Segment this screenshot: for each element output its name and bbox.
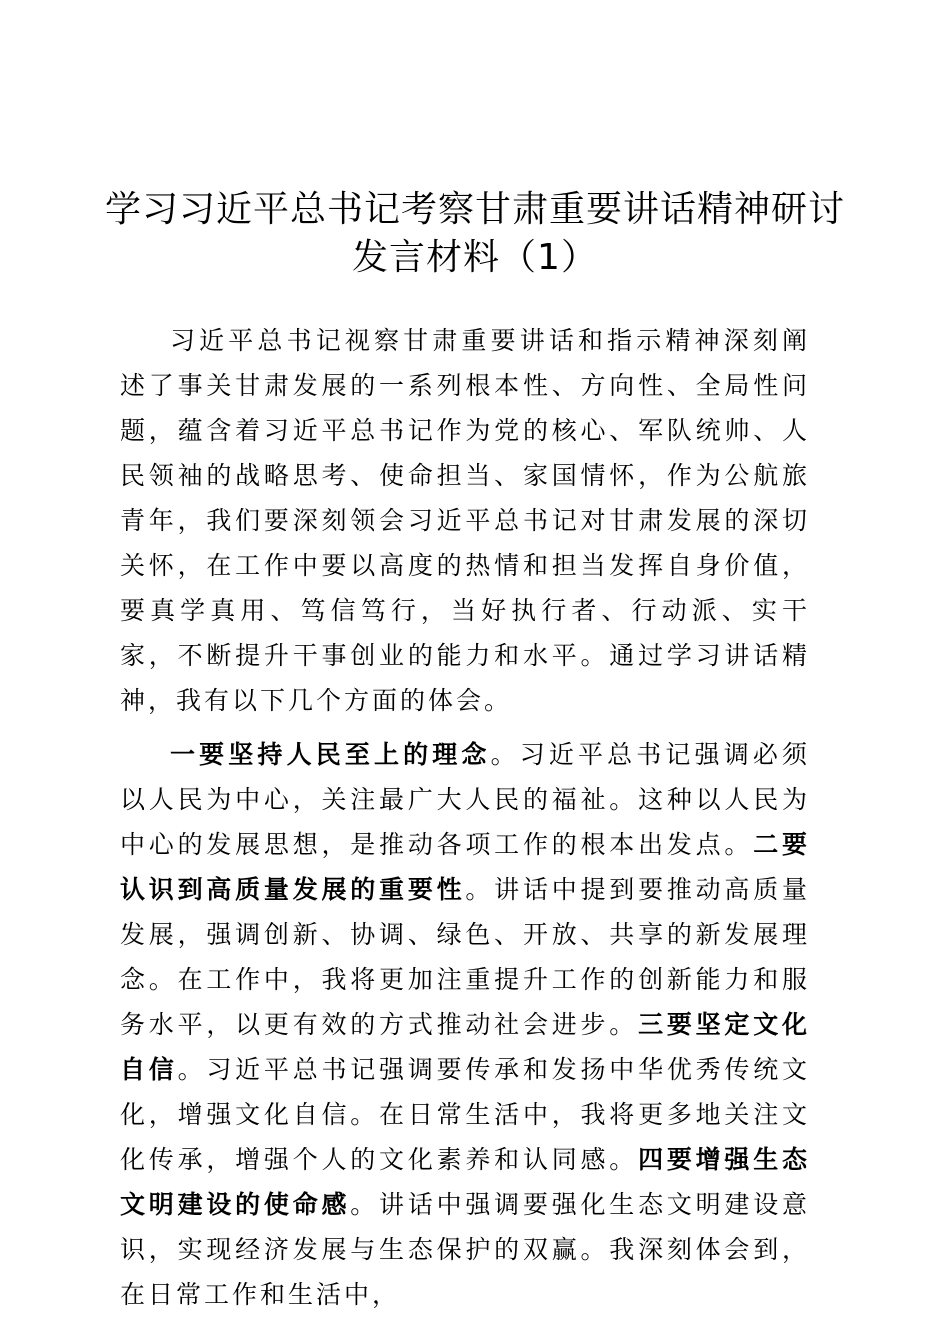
point-1-heading: 一要坚持人民至上的理念: [170, 740, 491, 769]
point-3-heading: 三要坚定文化自信: [120, 1010, 810, 1084]
document-body: [120, 318, 810, 1317]
point-2-text: 。讲话中提到要推动高质量发展，强调创新、协调、绿色、开放、共享的新发展理念。在工作中，我将更加注重提升工作的创新能力和服务水平，以更有效的方式推动社会进步。: [120, 875, 810, 1039]
points-paragraph: [120, 732, 810, 1317]
title-line-1: 学习习近平总书记考察甘肃重要讲话精神研讨: [104, 189, 845, 230]
point-3-text: 。习近平总书记强调要传承和发扬中华优秀传统文化，增强文化自信。在日常生活中，我将更多地关注文化传承，增强个人的文化素养和认同感。: [120, 1055, 810, 1174]
point-4-heading: 四要增强生态文明建设的使命感: [120, 1145, 810, 1219]
point-1-text: 。习近平总书记强调必须以人民为中心，关注最广大人民的福祉。这种以人民为中心的发展思想，是推动各项工作的根本出发点。: [120, 740, 810, 859]
title-line-2: 发言材料（1）: [352, 237, 598, 278]
point-4-text: 。讲话中强调要强化生态文明建设意识，实现经济发展与生态保护的双赢。我深刻体会到，在日常工作和生活中，: [120, 1190, 810, 1309]
document-title: [90, 186, 860, 282]
point-2-heading: 二要认识到高质量发展的重要性: [120, 830, 810, 904]
intro-paragraph: 习近平总书记视察甘肃重要讲话和指示精神深刻阐述了事关甘肃发展的一系列根本性、方向性、全局性问题，蕴含着习近平总书记作为党的核心、军队统帅、人民领袖的战略思考、使命担当、家国情怀，作为公航旅青年，我们要深刻领会习近平总书记对甘肃发展的深切关怀，在工作中要以高度的热情和担当发挥自身价值，要真学真用、笃信笃行，当好执行者、行动派、实干家，不断提升干事创业的能力和水平。通过学习讲话精神，我有以下几个方面的体会。: [120, 326, 810, 715]
